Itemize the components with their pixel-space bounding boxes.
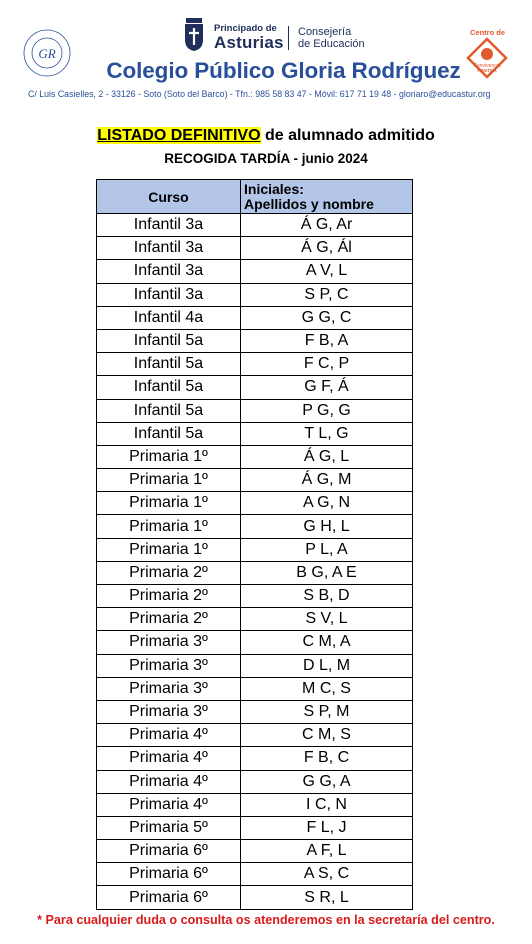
initials-cell: G F, Á bbox=[241, 376, 413, 399]
table-row bbox=[97, 561, 413, 584]
course-cell: Primaria 1º bbox=[97, 445, 241, 468]
course-cell: Primaria 4º bbox=[97, 747, 241, 770]
table-row bbox=[97, 260, 413, 283]
consejeria-line2: de Educación bbox=[298, 38, 365, 50]
course-cell: Infantil 4a bbox=[97, 306, 241, 329]
course-cell: Primaria 2º bbox=[97, 561, 241, 584]
table-row bbox=[97, 399, 413, 422]
course-cell: Infantil 5a bbox=[97, 399, 241, 422]
course-cell: Infantil 5a bbox=[97, 353, 241, 376]
initials-cell: P L, A bbox=[241, 538, 413, 561]
table-row bbox=[97, 608, 413, 631]
table-row bbox=[97, 793, 413, 816]
course-cell: Primaria 4º bbox=[97, 793, 241, 816]
principado-label: Principado de bbox=[214, 23, 277, 34]
centro-de-label: Centro de bbox=[470, 28, 506, 37]
course-cell: Primaria 6º bbox=[97, 863, 241, 886]
convivencia-text: Convivencia bbox=[473, 63, 501, 69]
initials-cell: G G, A bbox=[241, 770, 413, 793]
table-row bbox=[97, 631, 413, 654]
initials-cell: B G, A E bbox=[241, 561, 413, 584]
course-cell: Primaria 3º bbox=[97, 700, 241, 723]
table-row bbox=[97, 469, 413, 492]
table-row bbox=[97, 816, 413, 839]
header-initials-line1: Iniciales: bbox=[244, 180, 304, 197]
course-cell: Primaria 5º bbox=[97, 816, 241, 839]
initials-cell: S P, M bbox=[241, 700, 413, 723]
table-row bbox=[97, 306, 413, 329]
initials-cell: Á G, L bbox=[241, 445, 413, 468]
initials-cell: Á G, Ál bbox=[241, 237, 413, 260]
table-row bbox=[97, 677, 413, 700]
table-row bbox=[97, 353, 413, 376]
course-cell: Infantil 5a bbox=[97, 376, 241, 399]
table-row bbox=[97, 886, 413, 909]
course-cell: Primaria 1º bbox=[97, 538, 241, 561]
asturias-label: Asturias bbox=[214, 33, 284, 52]
table-row bbox=[97, 237, 413, 260]
initials-cell: T L, G bbox=[241, 422, 413, 445]
initials-cell: Á G, Ar bbox=[241, 214, 413, 237]
table-row bbox=[97, 422, 413, 445]
table-row bbox=[97, 747, 413, 770]
initials-cell: A F, L bbox=[241, 840, 413, 863]
initials-cell: F L, J bbox=[241, 816, 413, 839]
initials-cell: Á G, M bbox=[241, 469, 413, 492]
initials-cell: C M, S bbox=[241, 724, 413, 747]
course-cell: Infantil 3a bbox=[97, 237, 241, 260]
course-cell: Primaria 2º bbox=[97, 608, 241, 631]
initials-cell: M C, S bbox=[241, 677, 413, 700]
course-cell: Infantil 3a bbox=[97, 283, 241, 306]
header-initials-line2: Apellidos y nombre bbox=[244, 195, 374, 212]
initials-cell: P G, G bbox=[241, 399, 413, 422]
table-row bbox=[97, 376, 413, 399]
table-row bbox=[97, 863, 413, 886]
initials-cell: F C, P bbox=[241, 353, 413, 376]
table-row bbox=[97, 770, 413, 793]
course-cell: Primaria 3º bbox=[97, 677, 241, 700]
table-row bbox=[97, 654, 413, 677]
table-row bbox=[97, 492, 413, 515]
asturias-coat-of-arms-icon bbox=[183, 18, 205, 52]
course-cell: Infantil 5a bbox=[97, 422, 241, 445]
initials-cell: A S, C bbox=[241, 863, 413, 886]
seal-initials: GR bbox=[38, 46, 56, 61]
course-cell: Primaria 3º bbox=[97, 654, 241, 677]
initials-cell: A G, N bbox=[241, 492, 413, 515]
school-name-text: Colegio Público Gloria Rodríguez bbox=[106, 58, 461, 83]
table-row bbox=[97, 283, 413, 306]
course-cell: Primaria 1º bbox=[97, 492, 241, 515]
initials-cell: F B, A bbox=[241, 329, 413, 352]
course-cell: Infantil 5a bbox=[97, 329, 241, 352]
course-cell: Primaria 6º bbox=[97, 840, 241, 863]
school-address: C/ Luis Casielles, 2 - 33126 - Soto (Soto del Barco) - Tfn.: 985 58 83 47 - Móvil: 617 71 19 48 - gloriaro@educastur.org bbox=[28, 89, 491, 99]
course-cell: Primaria 1º bbox=[97, 515, 241, 538]
footnote: * Para cualquier duda o consulta os atenderemos en la secretaría del centro. bbox=[37, 913, 495, 927]
positiva-text: POSITIVA bbox=[477, 68, 497, 73]
consejeria-label bbox=[298, 26, 365, 50]
course-cell: Primaria 1º bbox=[97, 469, 241, 492]
initials-cell: S V, L bbox=[241, 608, 413, 631]
table-row bbox=[97, 214, 413, 237]
initials-cell: A V, L bbox=[241, 260, 413, 283]
course-cell: Primaria 2º bbox=[97, 585, 241, 608]
table-row bbox=[97, 724, 413, 747]
table-header-row bbox=[97, 180, 413, 214]
header-course: Curso bbox=[97, 180, 241, 214]
course-cell: Primaria 6º bbox=[97, 886, 241, 909]
title-highlight: LISTADO DEFINITIVO bbox=[97, 127, 261, 144]
initials-cell: D L, M bbox=[241, 654, 413, 677]
table-row bbox=[97, 329, 413, 352]
page-subtitle: RECOGIDA TARDÍA - junio 2024 bbox=[164, 151, 368, 166]
course-cell: Primaria 4º bbox=[97, 770, 241, 793]
title-rest: de alumnado admitido bbox=[260, 127, 435, 144]
table-row bbox=[97, 700, 413, 723]
table-row bbox=[97, 840, 413, 863]
header-divider bbox=[288, 26, 289, 50]
admitted-students-table bbox=[96, 179, 413, 910]
header-initials bbox=[241, 180, 413, 214]
consejeria-line1: Consejería bbox=[298, 26, 352, 38]
page-title bbox=[0, 127, 532, 145]
initials-cell: C M, A bbox=[241, 631, 413, 654]
table-row bbox=[97, 585, 413, 608]
initials-cell: F B, C bbox=[241, 747, 413, 770]
table-row bbox=[97, 538, 413, 561]
initials-cell: G G, C bbox=[241, 306, 413, 329]
initials-cell: G H, L bbox=[241, 515, 413, 538]
table-row bbox=[97, 515, 413, 538]
course-cell: Infantil 3a bbox=[97, 260, 241, 283]
course-cell: Primaria 3º bbox=[97, 631, 241, 654]
course-cell: Primaria 4º bbox=[97, 724, 241, 747]
table-row bbox=[97, 445, 413, 468]
initials-cell: I C, N bbox=[241, 793, 413, 816]
school-name-heading bbox=[0, 58, 532, 84]
initials-cell: S P, C bbox=[241, 283, 413, 306]
initials-cell: S R, L bbox=[241, 886, 413, 909]
initials-cell: S B, D bbox=[241, 585, 413, 608]
course-cell: Infantil 3a bbox=[97, 214, 241, 237]
